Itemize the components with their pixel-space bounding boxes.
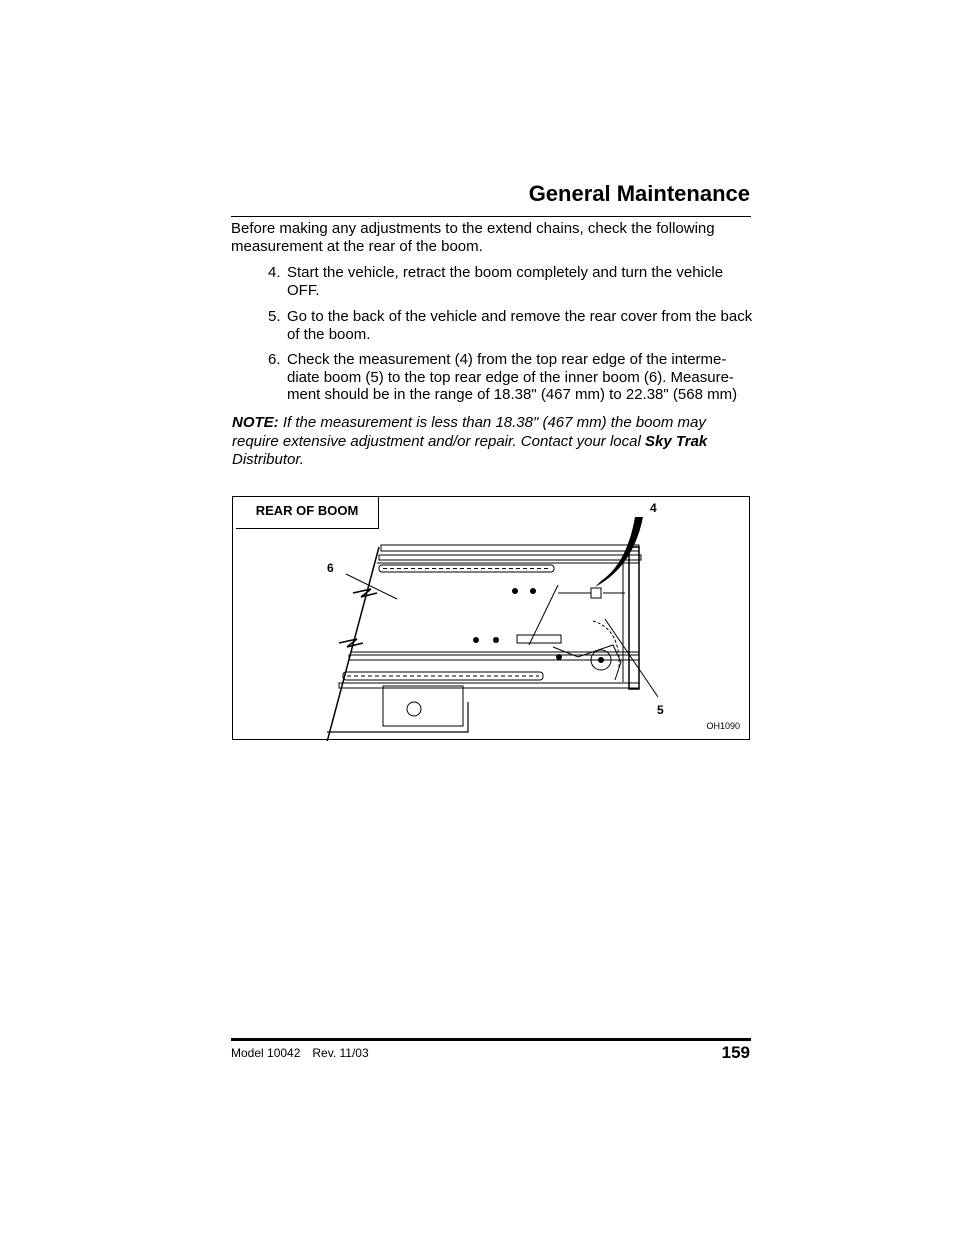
note-label: NOTE: [232,414,279,431]
footer-model: Model 10042 [231,1046,301,1060]
step-text: Start the vehicle, retract the boom completely and turn the vehicle OFF. [287,264,724,299]
callout-5: 5 [657,703,664,717]
boom-figure [232,496,750,740]
intro-paragraph: Before making any adjustments to the extend chains, check the following measurement at the rear of the boom. [231,220,715,255]
step-number: 5. [268,308,281,325]
page-number: 159 [721,1043,750,1062]
step-number: 4. [268,264,281,281]
step-number: 6. [268,351,281,368]
footer-revision: Rev. 11/03 [312,1046,369,1060]
callout-4: 4 [650,501,657,515]
note-paragraph [232,414,752,470]
figure-code: OH1090 [706,721,740,731]
callout-6: 6 [327,561,334,575]
step-text: Check the measurement (4) from the top rear edge of the interme-diate boom (5) to the top rear edge of the inner boom (6). Measure-ment should be in the range of 18.38" (467 mm) to 22.38" (568 mm) [287,351,738,403]
boom-illustration [233,497,751,741]
note-text: If the measurement is less than 18.38" (467 mm) the boom may require extensive adjustment and/or repair. Contact your local [232,414,706,450]
figure-tab-label: REAR OF BOOM [236,497,379,529]
footer-rule [231,1038,751,1041]
page-title: General Maintenance [528,181,750,206]
step-text: Go to the back of the vehicle and remove the rear cover from the back of the boom. [287,308,753,343]
note-brand: Sky Trak [645,432,708,450]
note-text-end: Distributor. [232,451,304,468]
header-rule [231,216,751,217]
footer-info [231,1046,381,1060]
